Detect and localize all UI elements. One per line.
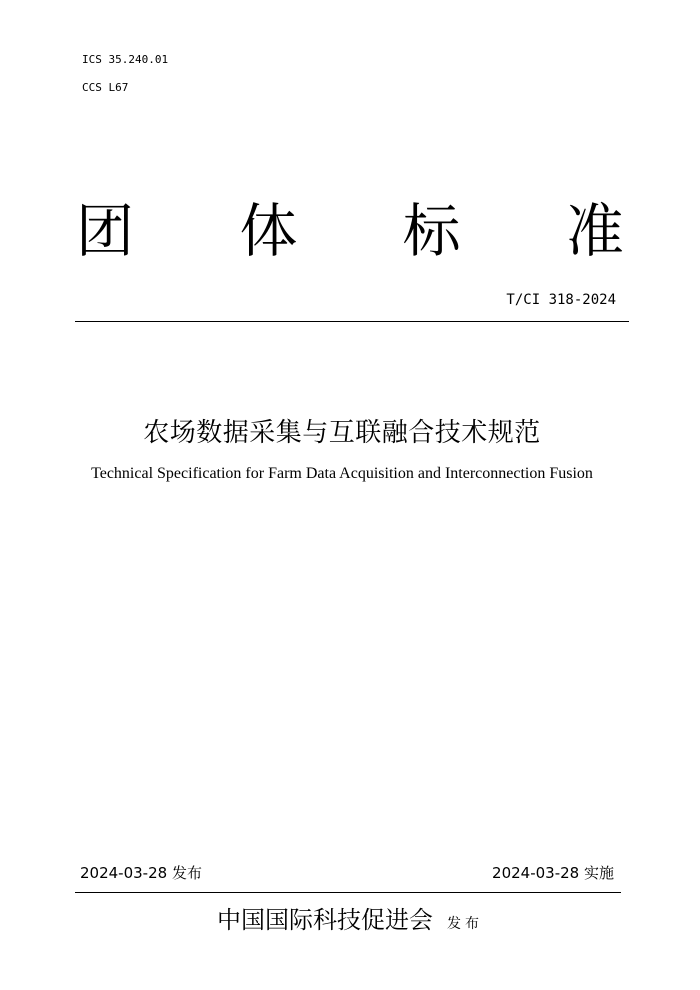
top-divider <box>75 321 629 322</box>
ccs-code: CCS L67 <box>82 81 129 94</box>
standard-type-char: 体 <box>239 197 298 265</box>
bottom-divider <box>75 892 621 893</box>
standard-number: T/CI 318-2024 <box>506 292 616 308</box>
standard-type-heading <box>76 196 624 266</box>
publisher-name: 中国国际科技促进会 <box>217 906 433 934</box>
publish-label: 发布 <box>447 916 483 932</box>
standard-type-char: 团 <box>76 197 135 265</box>
title-english: Technical Specification for Farm Data Acquisition and Interconnection Fusion <box>91 465 593 482</box>
implementation-date: 2024-03-28 实施 <box>492 864 614 882</box>
title-chinese: 农场数据采集与互联融合技术规范 <box>143 418 541 448</box>
publisher-line <box>0 900 700 935</box>
standard-type-char: 准 <box>565 197 624 265</box>
standard-type-char: 标 <box>402 197 461 265</box>
ics-code: ICS 35.240.01 <box>82 53 169 66</box>
issue-date: 2024-03-28 发布 <box>80 864 202 882</box>
